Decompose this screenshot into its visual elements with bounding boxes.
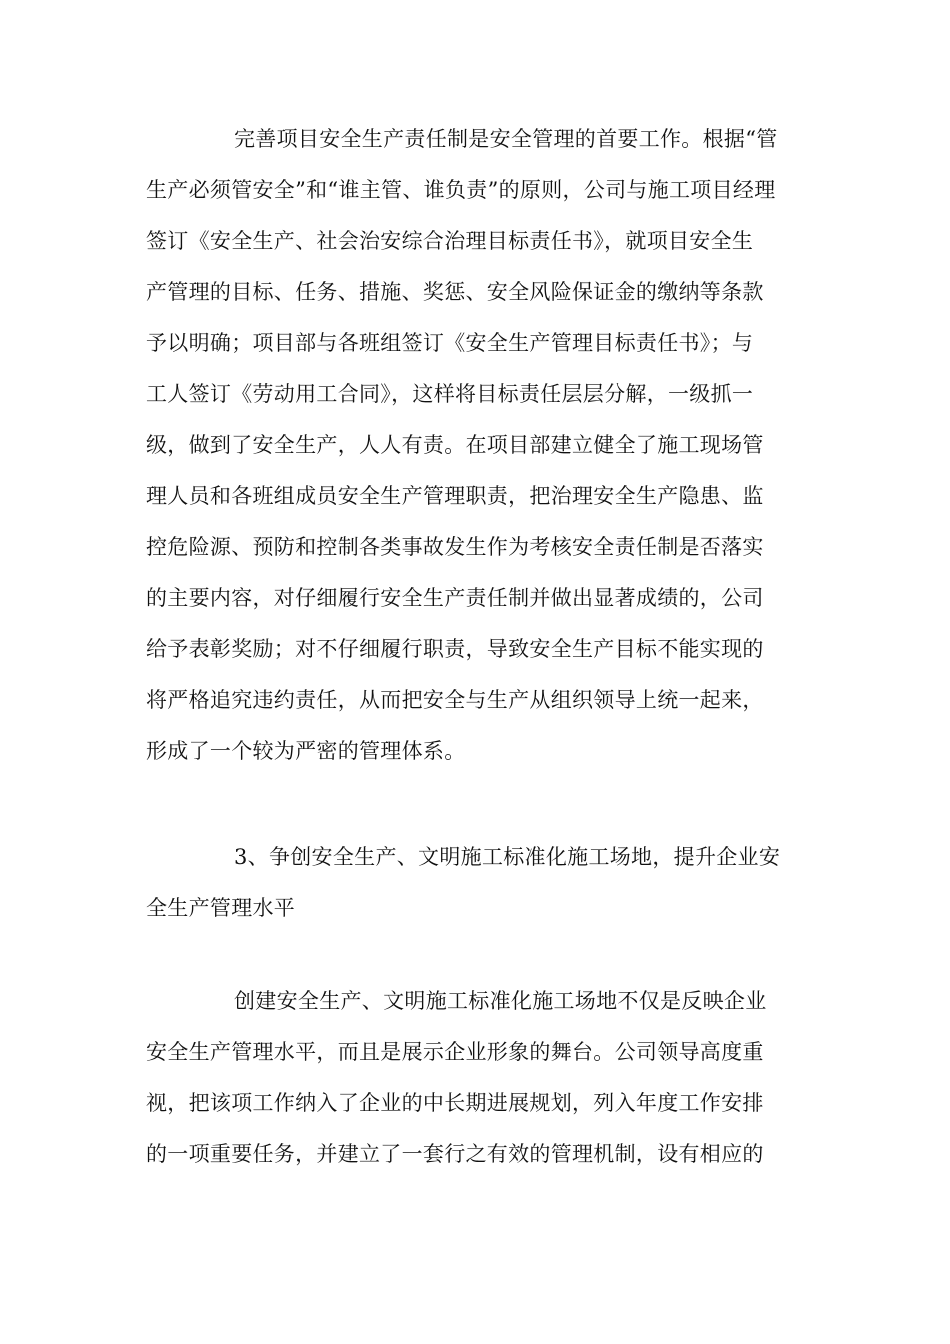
paragraph-line: 工人签订《劳动用工合同》，这样将目标责任层层分解，一级抓一 — [146, 382, 754, 406]
paragraph-line: 将严格追究违约责任，从而把安全与生产从组织领导上统一起来， — [146, 688, 764, 712]
paragraph-line: 控危险源、预防和控制各类事故发生作为考核安全责任制是否落实 — [146, 535, 764, 559]
paragraph-line: 产管理的目标、任务、措施、奖惩、安全风险保证金的缴纳等条款 — [146, 280, 764, 304]
paragraph-line: 完善项目安全生产责任制是安全管理的首要工作。根据“管 — [234, 127, 778, 151]
paragraph-line: 视，把该项工作纳入了企业的中长期进展规划，列入年度工作安排 — [146, 1091, 764, 1115]
paragraph-line: 给予表彰奖励；对不仔细履行职责，导致安全生产目标不能实现的 — [146, 637, 764, 661]
paragraph-responsibility-system — [146, 114, 806, 777]
heading-line: 3、争创安全生产、文明施工标准化施工场地，提升企业安 — [234, 845, 781, 869]
paragraph-line: 级，做到了安全生产，人人有责。在项目部建立健全了施工现场管 — [146, 433, 764, 457]
paragraph-line: 的一项重要任务，并建立了一套行之有效的管理机制，设有相应的 — [146, 1142, 764, 1166]
paragraph-line: 签订《安全生产、社会治安综合治理目标责任书》，就项目安全生 — [146, 229, 754, 253]
paragraph-standardized-site — [146, 976, 806, 1180]
paragraph-line: 予以明确；项目部与各班组签订《安全生产管理目标责任书》；与 — [146, 331, 754, 355]
paragraph-line: 安全生产管理水平，而且是展示企业形象的舞台。公司领导高度重 — [146, 1040, 764, 1064]
paragraph-line: 创建安全生产、文明施工标准化施工场地不仅是反映企业 — [234, 989, 767, 1013]
paragraph-line: 理人员和各班组成员安全生产管理职责，把治理安全生产隐患、监 — [146, 484, 764, 508]
section-heading — [146, 832, 806, 934]
paragraph-line: 生产必须管安全”和“谁主管、谁负责”的原则，公司与施工项目经理 — [146, 178, 776, 202]
paragraph-line: 的主要内容，对仔细履行安全生产责任制并做出显著成绩的，公司 — [146, 586, 764, 610]
paragraph-line: 形成了一个较为严密的管理体系。 — [146, 739, 466, 763]
heading-line: 全生产管理水平 — [146, 896, 296, 920]
